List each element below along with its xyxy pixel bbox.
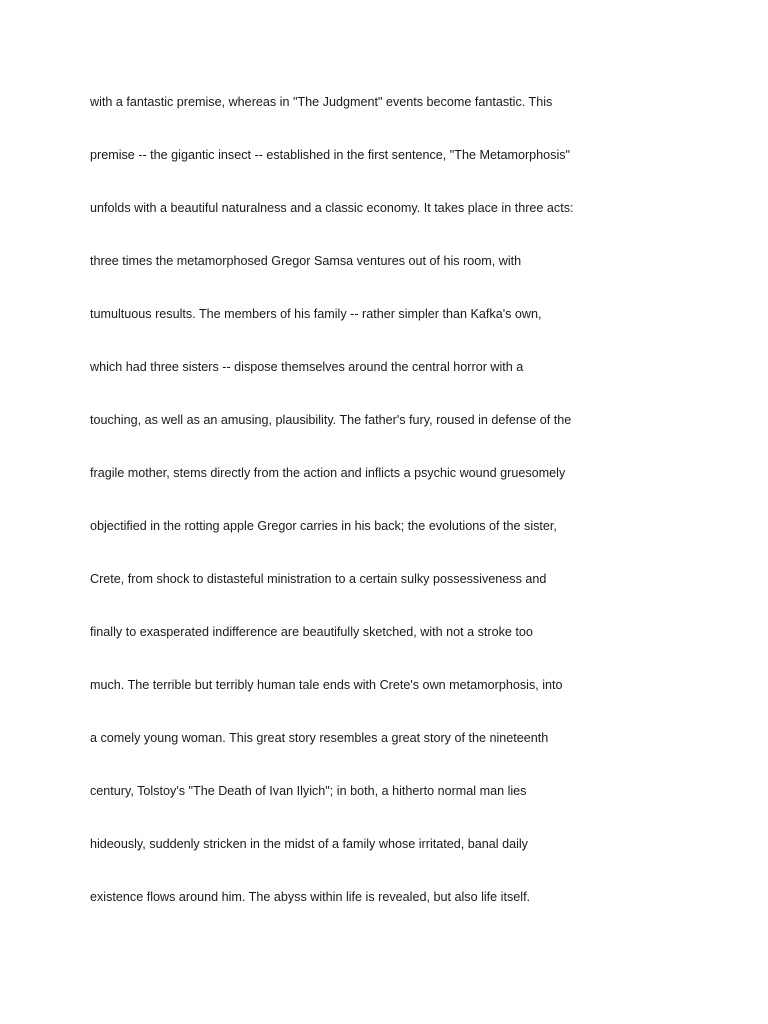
body-text: [90, 90, 690, 938]
text-line: much. The terrible but terribly human tale ends with Crete's own metamorphosis, into: [90, 678, 563, 692]
text-line: hideously, suddenly stricken in the midst of a family whose irritated, banal daily: [90, 837, 528, 851]
text-line: tumultuous results. The members of his family -- rather simpler than Kafka's own,: [90, 307, 542, 321]
text-line: fragile mother, stems directly from the action and inflicts a psychic wound gruesomely: [90, 466, 566, 480]
text-line: a comely young woman. This great story resembles a great story of the nineteenth: [90, 731, 549, 745]
text-line: three times the metamorphosed Gregor Samsa ventures out of his room, with: [90, 254, 522, 268]
text-line: century, Tolstoy's "The Death of Ivan Ilyich"; in both, a hitherto normal man lies: [90, 784, 527, 798]
text-line: existence flows around him. The abyss within life is revealed, but also life itself.: [90, 890, 531, 904]
text-line: premise -- the gigantic insect -- established in the first sentence, "The Metamorphosis": [90, 148, 571, 162]
text-line: Crete, from shock to distasteful ministration to a certain sulky possessiveness and: [90, 572, 547, 586]
text-line: finally to exasperated indifference are beautifully sketched, with not a stroke too: [90, 625, 533, 639]
text-line: which had three sisters -- dispose themselves around the central horror with a: [90, 360, 524, 374]
text-line: with a fantastic premise, whereas in "The Judgment" events become fantastic. This: [90, 95, 553, 109]
text-line: objectified in the rotting apple Gregor carries in his back; the evolutions of the sister,: [90, 519, 557, 533]
text-line: touching, as well as an amusing, plausibility. The father's fury, roused in defense of the: [90, 413, 572, 427]
text-line: unfolds with a beautiful naturalness and a classic economy. It takes place in three acts:: [90, 201, 574, 215]
